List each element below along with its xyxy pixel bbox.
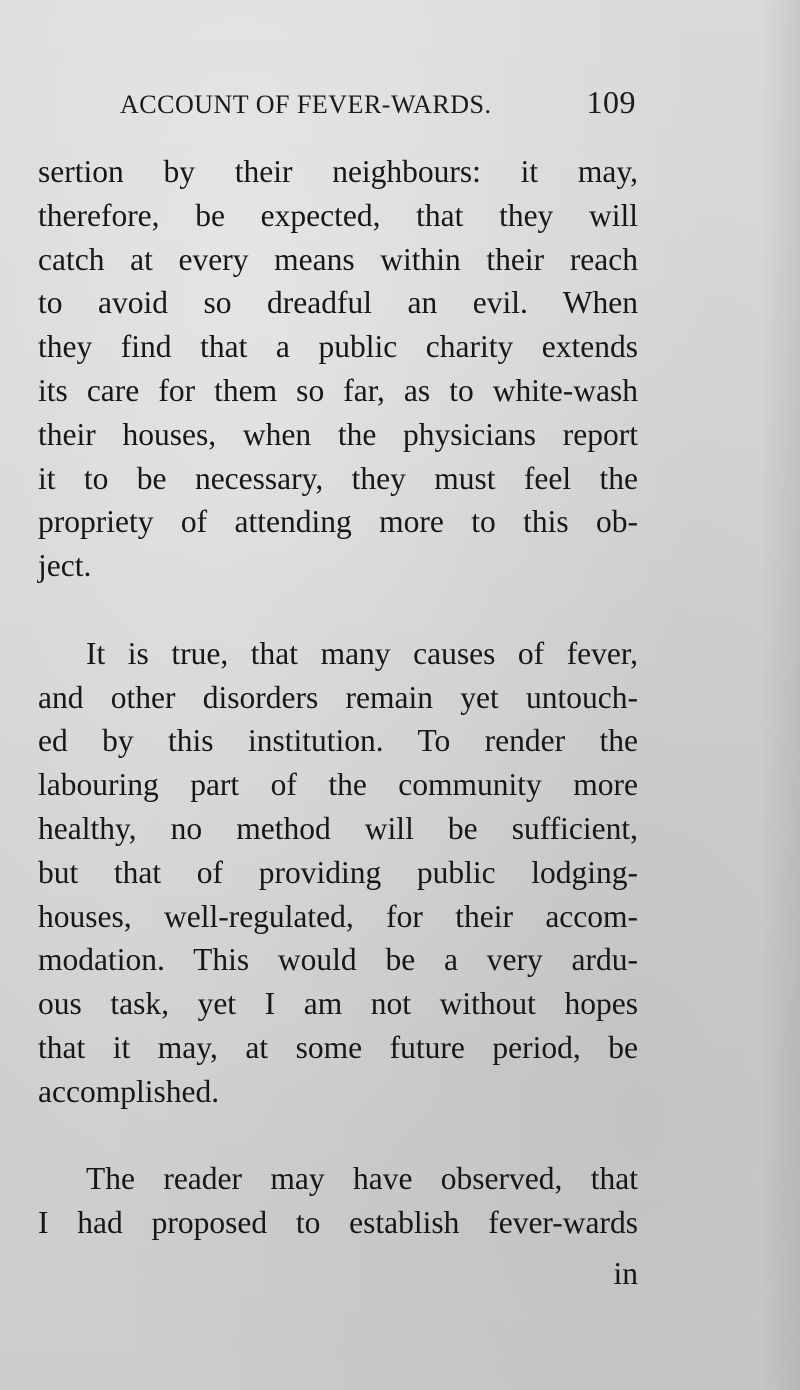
text-line: its care for them so far, as to white-wash [38, 372, 638, 408]
text-line: I had proposed to establish fever-wards [38, 1205, 638, 1241]
paragraph-gap [38, 588, 638, 632]
text-line: catch at every means within their reach [38, 241, 638, 277]
text-line: ject. [38, 548, 92, 584]
text-line: that it may, at some future period, be [38, 1029, 638, 1065]
page-number: 109 [586, 84, 636, 120]
text-line: ous task, yet I am not without hopes [38, 986, 638, 1022]
text-line: It is true, that many causes of fever, [86, 635, 638, 671]
text-line: but that of providing public lodging- [38, 854, 638, 890]
text-line: their houses, when the physicians report [38, 416, 638, 452]
text-line: houses, well-regulated, for their accom- [38, 898, 638, 934]
text-line: sertion by their neighbours: it may, [38, 154, 638, 189]
text-line: to avoid so dreadful an evil. When [38, 285, 638, 321]
text-line: accomplished. [38, 1073, 220, 1109]
text-line: therefore, be expected, that they will [38, 197, 638, 233]
paragraph-gap [38, 1114, 638, 1158]
body-text [38, 150, 638, 1245]
running-head-title: ACCOUNT OF FEVER-WARDS. [120, 90, 492, 119]
text-line: they find that a public charity extends [38, 329, 638, 365]
text-line: healthy, no method will be sufficient, [38, 810, 638, 846]
text-line: modation. This would be a very ardu- [38, 942, 638, 978]
catchword: in [613, 1256, 638, 1291]
text-line: ed by this institution. To render the [38, 723, 638, 759]
text-line: it to be necessary, they must feel the [38, 460, 638, 496]
text-line: labouring part of the community more [38, 767, 638, 803]
text-line: The reader may have observed, that [86, 1161, 638, 1197]
running-head [120, 84, 636, 128]
text-line: and other disorders remain yet untouch- [38, 679, 638, 715]
text-line: propriety of attending more to this ob- [38, 504, 638, 540]
